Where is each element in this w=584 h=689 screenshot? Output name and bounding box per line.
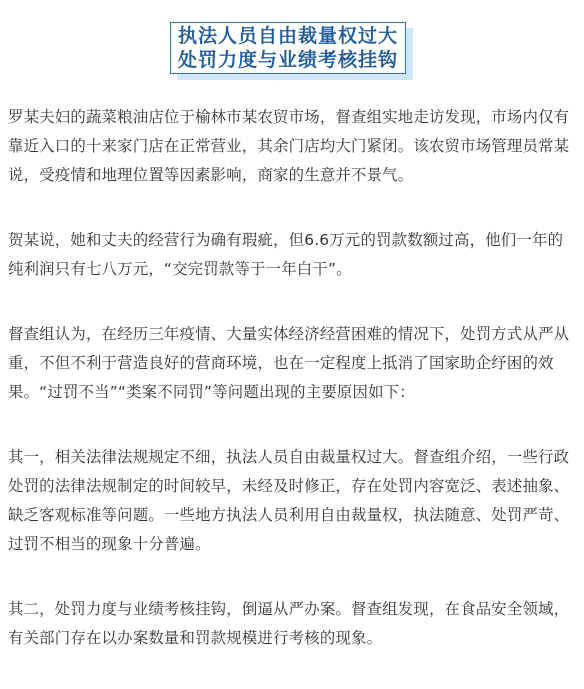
heading-line-1: 执法人员自由裁量权过大 — [177, 25, 398, 47]
paragraph-2: 贺某说，她和丈夫的经营行为确有瑕疵，但6.6万元的罚款数额过高，他们一年的纯利润只有七八万元，“交完罚款等于一年白干”。 — [8, 231, 564, 278]
paragraph-1: 罗某夫妇的蔬菜粮油店位于榆林市某农贸市场，督查组实地走访发现，市场内仅有靠近入口的十来家门店在正常营业，其余门店均大门紧闭。该农贸市场管理员常某说，受疫情和地理位置等因素影响，商家的生意并不景气。 — [8, 108, 570, 184]
section-heading — [170, 22, 414, 80]
paragraph-3: 督查组认为，在经历三年疫情、大量实体经济经营困难的情况下，处罚方式从严从重，不但不利于营造良好的营商环境，也在一定程度上抵消了国家助企纾困的效果。“过罚不当”“类案不同罚”等问题出现的主要原因如下： — [8, 325, 570, 401]
paragraph-5: 其二，处罚力度与业绩考核挂钩，倒逼从严办案。督查组发现，在食品安全领域，有关部门存在以办案数量和罚款规模进行考核的现象。 — [8, 600, 570, 647]
article-body — [8, 103, 578, 689]
heading-box — [170, 22, 406, 74]
heading-line-2: 处罚力度与业绩考核挂钩 — [177, 49, 398, 71]
paragraph-4: 其一，相关法律法规规定不细，执法人员自由裁量权过大。督查组介绍，一些行政处罚的法律法规制定的时间较早，未经及时修正，存在处罚内容宽泛、表述抽象、缺乏客观标准等问题。一些地方执法人员利用自由裁量权，执法随意、处罚严苛、过罚不相当的现象十分普遍。 — [8, 448, 570, 553]
